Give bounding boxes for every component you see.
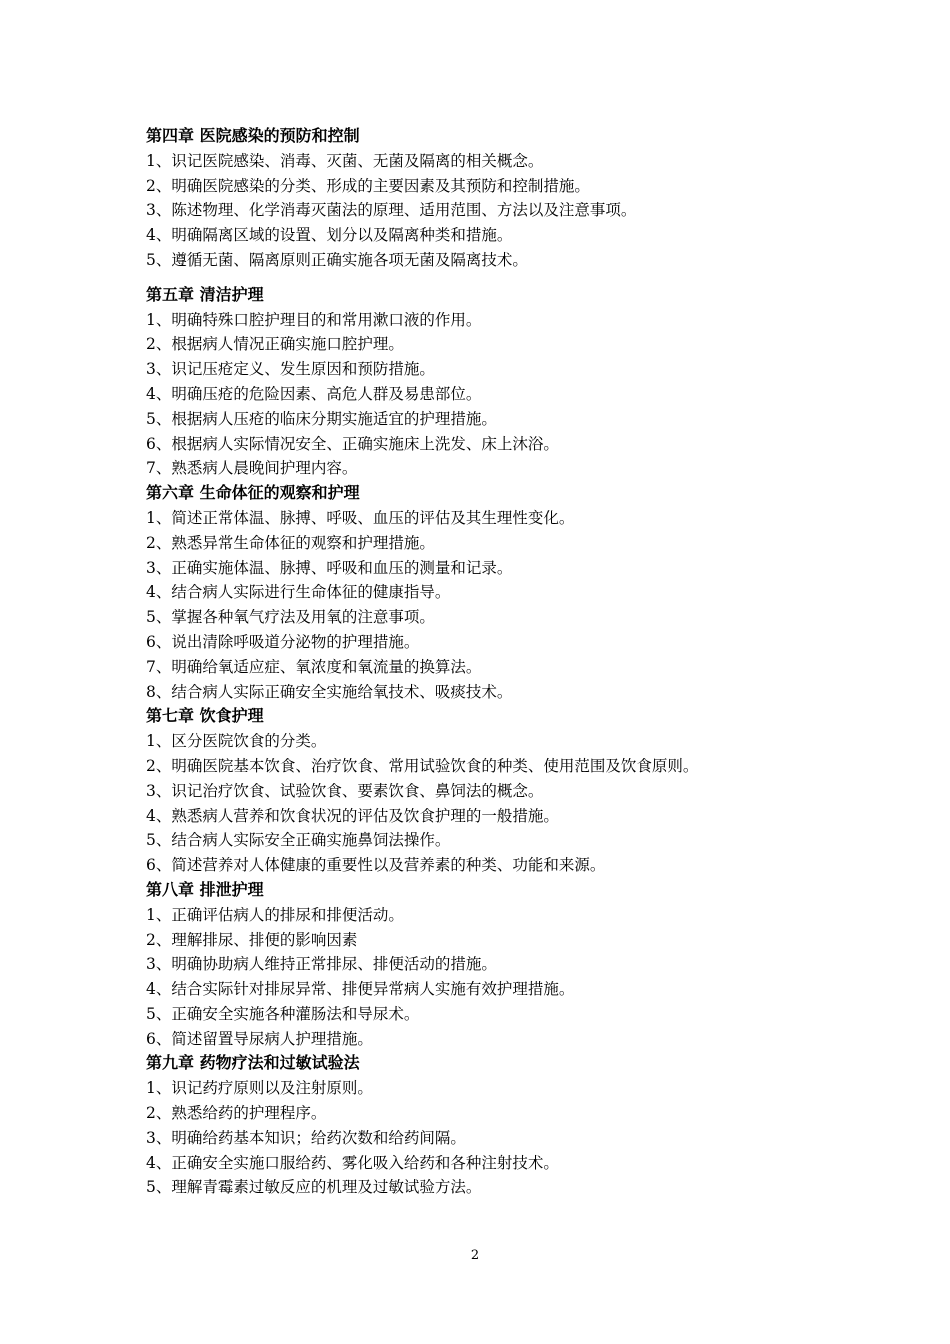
- list-item: 6、说出清除呼吸道分泌物的护理措施。: [146, 632, 420, 651]
- list-item: 1、明确特殊口腔护理目的和常用漱口液的作用。: [146, 310, 482, 329]
- chapter-title: 第七章 饮食护理: [146, 706, 264, 726]
- list-item: 4、明确隔离区域的设置、划分以及隔离种类和措施。: [146, 226, 513, 245]
- chapter-4: [146, 124, 866, 273]
- list-item: 3、识记治疗饮食、试验饮食、要素饮食、鼻饲法的概念。: [146, 781, 544, 800]
- list-item: 3、明确给药基本知识；给药次数和给药间隔。: [146, 1128, 466, 1147]
- chapter-7: [146, 704, 866, 878]
- chapter-9: [146, 1051, 866, 1200]
- list-item: 4、正确安全实施口服给药、雾化吸入给药和各种注射技术。: [146, 1153, 559, 1172]
- list-item: 7、明确给氧适应症、氧浓度和氧流量的换算法。: [146, 657, 482, 676]
- chapter-title: 第八章 排泄护理: [146, 879, 264, 899]
- list-item: 6、简述营养对人体健康的重要性以及营养素的种类、功能和来源。: [146, 856, 606, 875]
- list-item: 8、结合病人实际正确安全实施给氧技术、吸痰技术。: [146, 682, 513, 701]
- list-item: 3、明确协助病人维持正常排尿、排便活动的措施。: [146, 955, 497, 974]
- list-item: 4、结合实际针对排尿异常、排便异常病人实施有效护理措施。: [146, 980, 575, 999]
- page-number: 2: [470, 1248, 480, 1263]
- list-item: 2、明确医院基本饮食、治疗饮食、常用试验饮食的种类、使用范围及饮食原则。: [146, 756, 699, 775]
- list-item: 5、结合病人实际安全正确实施鼻饲法操作。: [146, 831, 451, 850]
- chapter-title: 第六章 生命体征的观察和护理: [146, 483, 360, 503]
- list-item: 3、陈述物理、化学消毒灭菌法的原理、适用范围、方法以及注意事项。: [146, 201, 637, 220]
- list-item: 1、正确评估病人的排尿和排便活动。: [146, 905, 404, 924]
- list-item: 3、识记压疮定义、发生原因和预防措施。: [146, 360, 435, 379]
- list-item: 5、掌握各种氧气疗法及用氧的注意事项。: [146, 608, 435, 627]
- list-item: 2、熟悉异常生命体征的观察和护理措施。: [146, 533, 435, 552]
- list-item: 3、正确实施体温、脉搏、呼吸和血压的测量和记录。: [146, 558, 513, 577]
- list-item: 1、识记医院感染、消毒、灭菌、无菌及隔离的相关概念。: [146, 151, 544, 170]
- list-item: 2、明确医院感染的分类、形成的主要因素及其预防和控制措施。: [146, 176, 590, 195]
- chapter-title: 第九章 药物疗法和过敏试验法: [146, 1053, 360, 1073]
- list-item: 2、理解排尿、排便的影响因素: [146, 930, 358, 949]
- list-item: 5、根据病人压疮的临床分期实施适宜的护理措施。: [146, 409, 497, 428]
- chapter-title: 第五章 清洁护理: [146, 284, 264, 304]
- chapter-8: [146, 878, 866, 1052]
- list-item: 5、正确安全实施各种灌肠法和导尿术。: [146, 1004, 420, 1023]
- list-item: 6、简述留置导尿病人护理措施。: [146, 1029, 373, 1048]
- list-item: 6、根据病人实际情况安全、正确实施床上洗发、床上沐浴。: [146, 434, 559, 453]
- list-item: 1、识记药疗原则以及注射原则。: [146, 1079, 373, 1098]
- document-body: [146, 124, 866, 1200]
- list-item: 2、根据病人情况正确实施口腔护理。: [146, 335, 404, 354]
- list-item: 2、熟悉给药的护理程序。: [146, 1104, 327, 1123]
- chapter-5: [146, 283, 866, 481]
- list-item: 4、结合病人实际进行生命体征的健康指导。: [146, 583, 451, 602]
- chapter-6: [146, 481, 866, 704]
- list-item: 7、熟悉病人晨晚间护理内容。: [146, 459, 358, 478]
- list-item: 1、区分医院饮食的分类。: [146, 732, 327, 751]
- list-item: 5、遵循无菌、隔离原则正确实施各项无菌及隔离技术。: [146, 250, 528, 269]
- list-item: 1、简述正常体温、脉搏、呼吸、血压的评估及其生理性变化。: [146, 508, 575, 527]
- list-item: 4、熟悉病人营养和饮食状况的评估及饮食护理的一般措施。: [146, 806, 559, 825]
- list-item: 4、明确压疮的危险因素、高危人群及易患部位。: [146, 384, 482, 403]
- list-item: 5、理解青霉素过敏反应的机理及过敏试验方法。: [146, 1178, 482, 1197]
- chapter-title: 第四章 医院感染的预防和控制: [146, 126, 360, 145]
